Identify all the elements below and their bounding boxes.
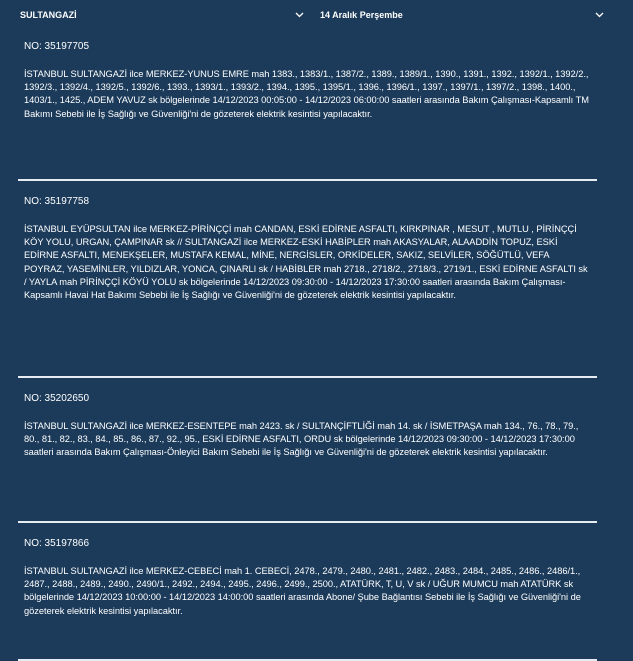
chevron-down-icon <box>294 10 304 20</box>
outage-card <box>18 195 597 376</box>
date-select-value: 14 Aralık Perşembe <box>320 10 403 20</box>
outage-description: İSTANBUL SULTANGAZİ ilce MERKEZ-YUNUS EMRE mah 1383., 1383/1., 1387/2., 1389., 1389/1., 1390., 1391., 1392., 1392/1., 1392/2., 1392/3., 1392/4., 1392/5., 1392/6., 1393., 1393/1., 1393/2., 1394., 1395., 1395/1., 1396., 1396/1., 1397., 1397/1., 1397/2., 1398., 1400., 1403/1., 1425., ADEM YAVUZ sk bölgelerinde 14/12/2023 00:05:00 - 14/12/2023 06:00:00 saatleri arasında Bakım Çalışması-Kapsamlı TM Bakımı Sebebi ile İş Sağlığı ve Güvenliği'ni de gözeterek elektrik kesintisi yapılacaktır. <box>24 69 589 119</box>
filter-bar <box>0 0 633 30</box>
outage-number: NO: 35197758 <box>24 196 90 207</box>
chevron-down-icon <box>594 10 604 20</box>
outage-number: NO: 35197866 <box>24 538 90 549</box>
divider <box>18 179 597 181</box>
outage-description: İSTANBUL SULTANGAZİ ilce MERKEZ-CEBECİ mah 1. CEBECİ, 2478., 2479., 2480., 2481., 2482., 2483., 2484., 2485., 2486., 2486/1., 2487., 2488., 2489., 2490., 2490/1., 2492., 2494., 2495., 2496., 2499., 2500., ATATÜRK, T, U, V sk / UĞUR MUMCU mah ATATÜRK sk bölgelerinde 14/12/2023 10:00:00 - 14/12/2023 14:00:00 saatleri arasında Abone/ Şube Bağlantısı Sebebi ile İş Sağlığı ve Güvenliği'ni de gözeterek elektrik kesintisi yapılacaktır. <box>24 566 581 616</box>
divider <box>18 376 597 378</box>
outage-list <box>0 30 633 661</box>
outage-number: NO: 35197705 <box>24 41 90 52</box>
divider <box>18 521 597 523</box>
date-select[interactable] <box>314 4 610 26</box>
district-select-value: SULTANGAZİ <box>20 10 77 20</box>
outage-card <box>18 392 597 521</box>
outage-description: İSTANBUL EYÜPSULTAN ilce MERKEZ-PİRİNÇÇİ mah CANDAN, ESKİ EDİRNE ASFALTI, KIRKPINAR , MESUT , MUTLU , PİRİNÇÇİ KÖY YOLU, URGAN, ÇAMPINAR sk // SULTANGAZİ ilce MERKEZ-ESKİ HABİPLER mah AKASYALAR, ALAADDİN TOPUZ, ESKİ EDİRNE ASFALTI, MENEKŞELER, MUSTAFA KEMAL, MİNE, NERGİSLER, ORKİDELER, SAKIZ, SELVİLER, SÖĞÜTLÜ, VEFA POYRAZ, YASEMİNLER, YILDIZLAR, YONCA, ÇINARLI sk / HABİBLER mah 2718., 2718/2., 2718/3., 2719/1., ESKİ EDİRNE ASFALTI sk / YAYLA mah PİRİNÇÇİ KÖYÜ YOLU sk bölgelerinde 14/12/2023 09:30:00 - 14/12/2023 17:30:00 saatleri arasında Bakım Çalışması-Kapsamlı Havai Hat Bakımı Sebebi ile İş Sağlığı ve Güvenliği'ni de gözeterek elektrik kesintisi yapılacaktır. <box>24 224 588 301</box>
district-select[interactable] <box>14 4 310 26</box>
outage-card <box>18 40 597 179</box>
outage-number: NO: 35202650 <box>24 393 90 404</box>
outage-description: İSTANBUL SULTANGAZİ ilce MERKEZ-ESENTEPE mah 2423. sk / SULTANÇİFTLİĞİ mah 14. sk / İSMETPAŞA mah 134., 76., 78., 79., 80., 81., 82., 83., 84., 85., 86., 87., 92., 95., ESKİ EDİRNE ASFALTI, ORDU sk bölgelerinde 14/12/2023 09:30:00 - 14/12/2023 17:30:00 saatleri arasında Bakım Çalışması-Önleyici Bakım Sebebi ile İş Sağlığı ve Güvenliği'ni de gözeterek elektrik kesintisi yapılacaktır. <box>24 421 579 458</box>
outage-card <box>18 537 597 659</box>
